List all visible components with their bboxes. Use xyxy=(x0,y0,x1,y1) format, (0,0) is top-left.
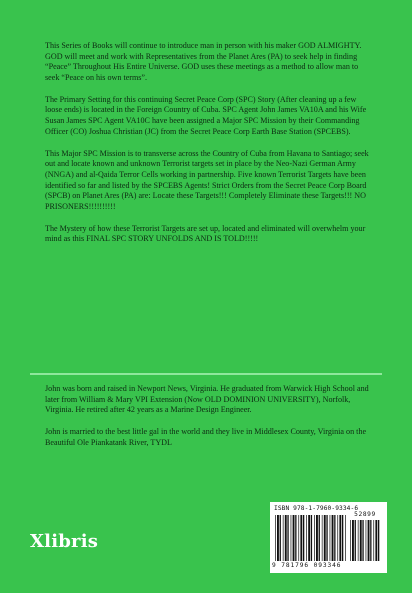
barcode-bar xyxy=(287,515,288,561)
barcode-bar xyxy=(362,520,363,561)
barcode-bar xyxy=(322,515,323,561)
book-blurb xyxy=(45,41,370,257)
barcode-bar xyxy=(293,515,295,561)
barcode-bar xyxy=(342,515,343,561)
barcode-bar xyxy=(275,515,276,561)
blurb-paragraph-2: The Primary Setting for this continuing Secret Peace Corp (SPC) Story (After cleaning up a few loose ends) is located in the Foreign Country of Cuba. SPC Agent John James VA10A and his Wife Susan James SPC Agent VA10C have been assigned a Major SPC Mission by their Commanding Officer (CO) Joshua Christian (JC) from the Secret Peace Corp Earth Base Station (SPCEBS). xyxy=(45,94,367,136)
barcode-bar xyxy=(366,520,367,561)
barcode-bar xyxy=(345,515,346,561)
barcode-addon-code: 52899 xyxy=(354,511,376,518)
barcode-addon-bars xyxy=(350,511,380,561)
barcode-bar xyxy=(337,515,338,561)
blurb-paragraph-3: This Major SPC Mission is to transverse across the Country of Cuba from Havana to Santiago; seek out and locate known and unknown Terrorist targets set in place by the Neo-Nazi German Army (NNGA) and al-Qaida Terror Cells working in partnership. Five known Terrorist Targets have been identified so far and listed by the SPCEBS Agents! Strict Orders from the Secret Peace Corp Board (SPCB) on Planet Ares (PA) are: Locate these Targets!!! Completely Eliminate these Targets!!! NO PRISONERS!!!!!!!!!! xyxy=(45,148,369,211)
publisher-logo: Xlibris xyxy=(30,531,99,552)
barcode-bar xyxy=(368,520,370,561)
barcode-bar xyxy=(378,520,379,561)
barcode-bar xyxy=(283,515,284,561)
barcode-bar xyxy=(303,515,304,561)
barcode-bar xyxy=(277,515,279,561)
blurb-paragraph-4: The Mystery of how these Terrorist Targets are set up, located and eliminated will overwhelm your mind as this FINAL SPC STORY UNFOLDS AND IS TOLD!!!!! xyxy=(45,223,366,244)
barcode-bar xyxy=(373,520,374,561)
barcode-bar xyxy=(358,520,359,561)
barcode-bar xyxy=(300,515,302,561)
barcode-bar xyxy=(330,515,331,561)
barcode-bar xyxy=(352,520,354,561)
barcode-bar xyxy=(326,515,327,561)
barcode-bars xyxy=(275,515,347,561)
barcode-bar xyxy=(285,515,287,561)
barcode-bar xyxy=(339,515,341,561)
barcode-bar xyxy=(291,515,292,561)
bio-paragraph-1: John was born and raised in Newport News, Virginia. He graduated from Warwick High School and later from William & Mary VPI Extension (Now OLD DOMINION UNIVERSITY), Norfolk, Virginia. He retired after 42 years as a Marine Design Engineer. xyxy=(45,384,369,415)
barcode-digits: 9 781796 093346 xyxy=(272,562,342,569)
barcode-bar xyxy=(319,515,320,561)
barcode-bar xyxy=(375,520,377,561)
barcode-bar xyxy=(295,515,296,561)
barcode-bar xyxy=(332,515,334,561)
barcode-bar xyxy=(308,515,310,561)
barcode-bar xyxy=(314,515,315,561)
barcode-bar xyxy=(324,515,326,561)
barcode-bar xyxy=(360,520,362,561)
barcode-bar xyxy=(306,515,307,561)
barcode-bar xyxy=(355,520,356,561)
barcode-bar xyxy=(316,515,318,561)
barcode-bar xyxy=(311,515,312,561)
barcode-bar xyxy=(370,520,371,561)
isbn-label: ISBN 978-1-7960-9334-6 xyxy=(274,505,359,512)
barcode-bar xyxy=(334,515,335,561)
author-bio xyxy=(45,384,375,460)
section-divider xyxy=(30,373,382,375)
barcode-bar xyxy=(280,515,281,561)
barcode-bar xyxy=(350,520,351,561)
blurb-paragraph-1: This Series of Books will continue to introduce man in person with his maker GOD ALMIGHTY. GOD will meet and work with Representatives from the Planet Ares (PA) to seek help in finding “Peace” Throughout His Entire Universe. GOD uses these meetings as a method to allow man to seek “Peace on his own terms”. xyxy=(45,41,362,82)
isbn-barcode xyxy=(270,502,387,573)
barcode-bar xyxy=(298,515,299,561)
bio-paragraph-2: John is married to the best little gal in the world and they live in Middlesex County, Virginia on the Beautiful Ole Piankatank River, TYDL xyxy=(45,427,367,447)
